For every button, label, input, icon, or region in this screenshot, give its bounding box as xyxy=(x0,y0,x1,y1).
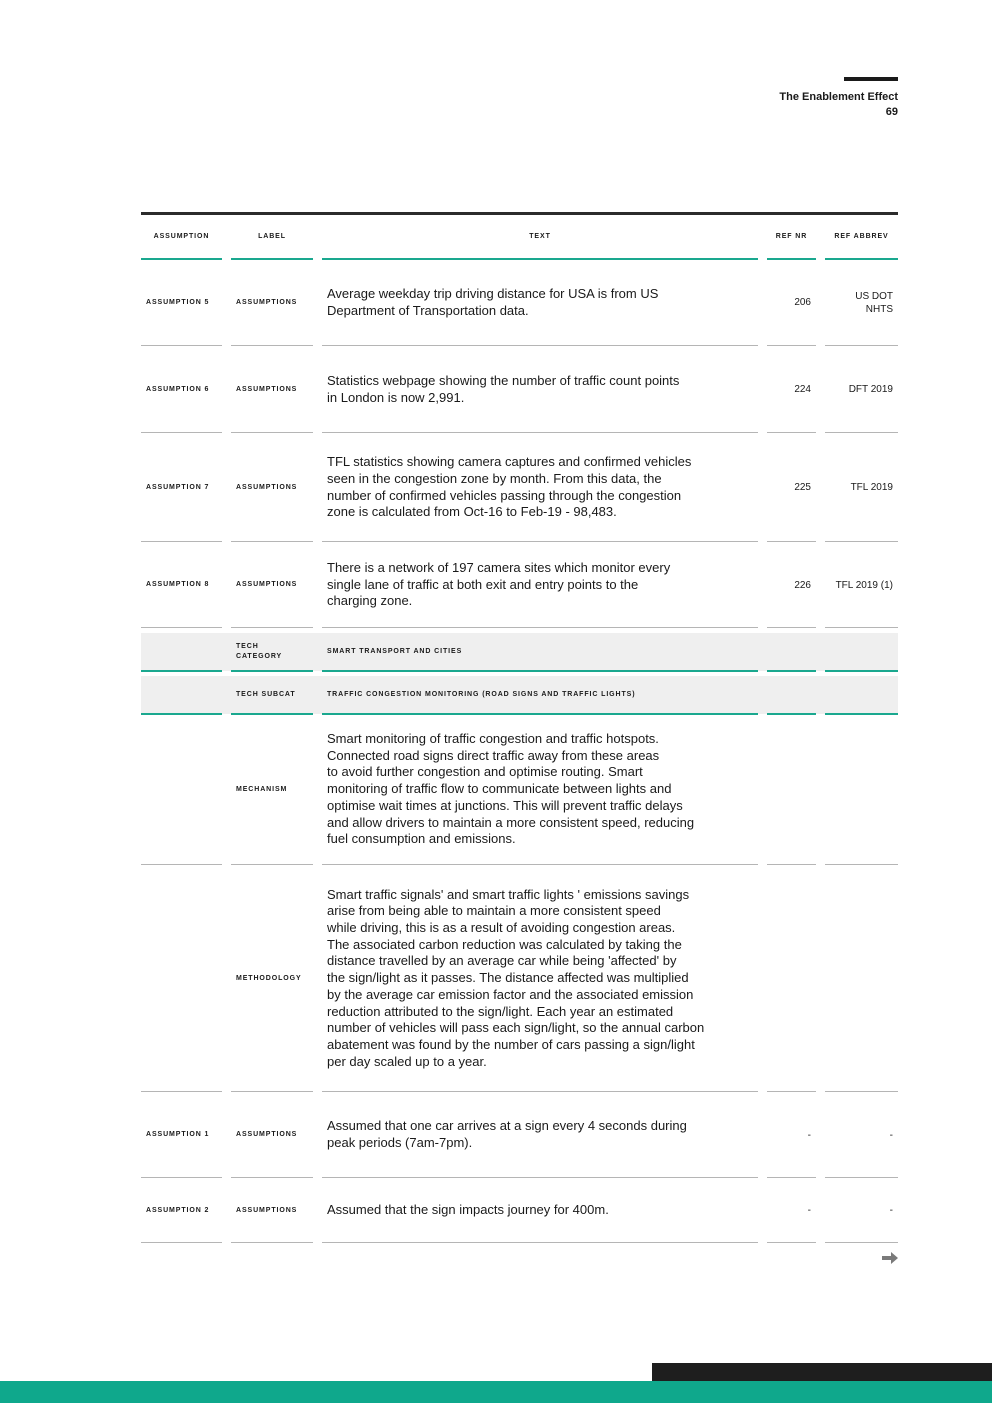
table-row xyxy=(141,1178,898,1243)
methodology-label: METHODOLOGY xyxy=(231,865,313,1092)
empty-cell xyxy=(141,676,222,714)
methodology-text: Smart traffic signals' and smart traffic lights ' emissions savings arise from being able to maintain a more consistent speed while driving, this is as a result of avoiding congestion areas. The associated carbon reduction was calculated by taking the distance travelled by an average car while being 'affected' by the sign/light as it passes. The distance affected was multiplied by the average car emission factor and the associated emission reduction attributed to the sign/light. Each year an estimated number of vehicles will pass each sign/light, so the annual carbon abatement was found by the number of cars passing a sign/light per day scaled up to a year. xyxy=(322,865,758,1092)
empty-cell xyxy=(141,865,222,1092)
empty-cell xyxy=(825,714,898,865)
ref-abbrev: - xyxy=(825,1178,898,1243)
column-header-label: LABEL xyxy=(231,215,313,259)
assumption-id: ASSUMPTION 6 xyxy=(141,346,222,433)
empty-cell xyxy=(767,714,816,865)
table-row xyxy=(141,433,898,542)
row-text: Statistics webpage showing the number of traffic count points in London is now 2,991. xyxy=(322,346,758,433)
empty-cell xyxy=(825,633,898,671)
column-header-ref-nr: REF NR xyxy=(767,215,816,259)
row-label: ASSUMPTIONS xyxy=(231,1178,313,1243)
header-rule xyxy=(844,77,898,81)
empty-cell xyxy=(825,865,898,1092)
ref-number: 224 xyxy=(767,346,816,433)
empty-cell xyxy=(825,676,898,714)
tech-category-row xyxy=(141,633,898,671)
mechanism-text: Smart monitoring of traffic congestion and traffic hotspots. Connected road signs direct traffic away from these areas to avoid further congestion and optimise routing. Smart monitoring of traffic flow to communicate between lights and optimise wait times at junctions. This will prevent traffic delays and allow drivers to maintain a more consistent speed, reducing fuel consumption and emissions. xyxy=(322,714,758,865)
empty-cell xyxy=(141,714,222,865)
ref-number: 226 xyxy=(767,542,816,628)
assumption-id: ASSUMPTION 7 xyxy=(141,433,222,542)
assumption-id: ASSUMPTION 1 xyxy=(141,1092,222,1178)
tech-subcat-label: TECH SUBCAT xyxy=(231,676,313,714)
ref-number: 206 xyxy=(767,259,816,346)
table-row xyxy=(141,346,898,433)
assumption-id: ASSUMPTION 8 xyxy=(141,542,222,628)
row-label: ASSUMPTIONS xyxy=(231,542,313,628)
empty-cell xyxy=(767,865,816,1092)
column-header-ref-abbrev: REF ABBREV xyxy=(825,215,898,259)
row-text: TFL statistics showing camera captures and confirmed vehicles seen in the congestion zone by month. From this data, the number of confirmed vehicles passing through the congestion zone is calculated from Oct-16 to Feb-19 - 98,483. xyxy=(322,433,758,542)
row-label: ASSUMPTIONS xyxy=(231,1092,313,1178)
tech-subcat-value: TRAFFIC CONGESTION MONITORING (ROAD SIGNS AND TRAFFIC LIGHTS) xyxy=(322,676,758,714)
ref-abbrev: DFT 2019 xyxy=(825,346,898,433)
arrow-right-icon[interactable] xyxy=(880,1249,900,1267)
row-label: ASSUMPTIONS xyxy=(231,433,313,542)
table-row xyxy=(141,1092,898,1178)
tech-category-value: SMART TRANSPORT AND CITIES xyxy=(322,633,758,671)
assumptions-table xyxy=(141,212,898,1243)
document-title: The Enablement Effect xyxy=(779,91,898,103)
ref-abbrev: TFL 2019 xyxy=(825,433,898,542)
empty-cell xyxy=(141,633,222,671)
ref-number: - xyxy=(767,1178,816,1243)
table-header-row xyxy=(141,215,898,259)
column-header-assumption: ASSUMPTION xyxy=(141,215,222,259)
assumption-id: ASSUMPTION 2 xyxy=(141,1178,222,1243)
ref-abbrev: - xyxy=(825,1092,898,1178)
empty-cell xyxy=(767,676,816,714)
row-text: Assumed that one car arrives at a sign every 4 seconds during peak periods (7am-7pm). xyxy=(322,1092,758,1178)
page-number: 69 xyxy=(885,106,898,118)
tech-category-label: TECH CATEGORY xyxy=(231,633,313,671)
assumption-id: ASSUMPTION 5 xyxy=(141,259,222,346)
empty-cell xyxy=(767,633,816,671)
mechanism-label: MECHANISM xyxy=(231,714,313,865)
ref-number: 225 xyxy=(767,433,816,542)
row-label: ASSUMPTIONS xyxy=(231,259,313,346)
footer-accent-bar xyxy=(0,1381,992,1403)
ref-abbrev: TFL 2019 (1) xyxy=(825,542,898,628)
row-text: Average weekday trip driving distance for USA is from US Department of Transportation data. xyxy=(322,259,758,346)
tech-subcat-row xyxy=(141,676,898,714)
row-text: There is a network of 197 camera sites which monitor every single lane of traffic at both exit and entry points to the charging zone. xyxy=(322,542,758,628)
methodology-row xyxy=(141,865,898,1092)
table-row xyxy=(141,259,898,346)
row-label: ASSUMPTIONS xyxy=(231,346,313,433)
table-row xyxy=(141,542,898,628)
ref-abbrev: US DOT NHTS xyxy=(825,259,898,346)
ref-number: - xyxy=(767,1092,816,1178)
row-text: Assumed that the sign impacts journey for 400m. xyxy=(322,1178,758,1243)
footer-dark-bar xyxy=(652,1363,992,1382)
column-header-text: TEXT xyxy=(322,215,758,259)
mechanism-row xyxy=(141,714,898,865)
